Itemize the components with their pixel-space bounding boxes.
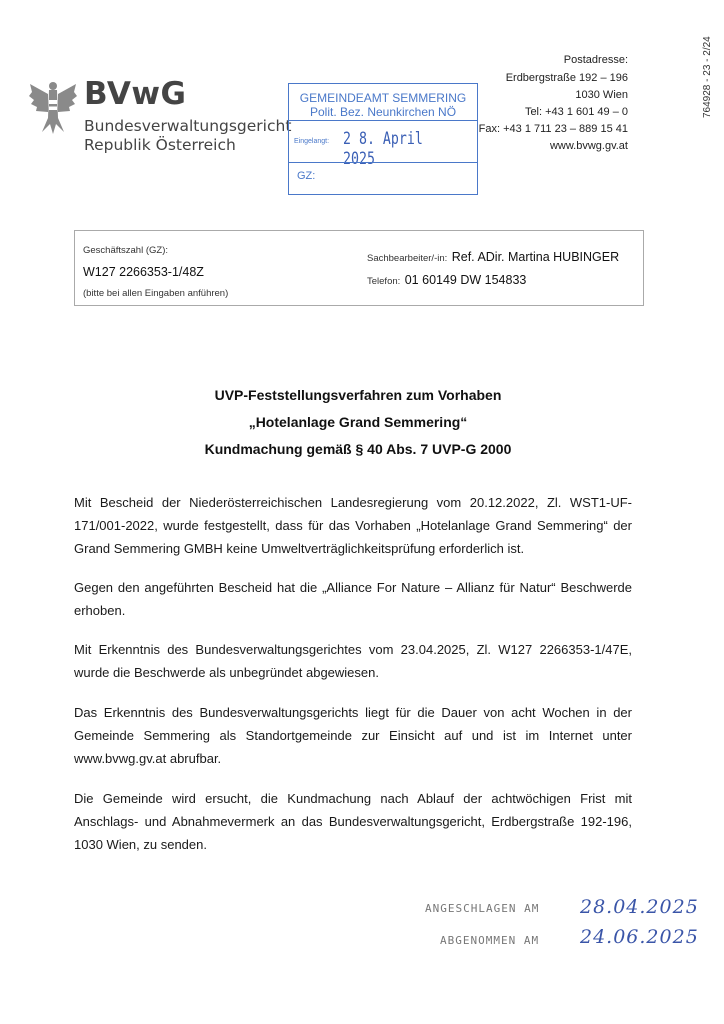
paragraph-ruling: Mit Erkenntnis des Bundesverwaltungsgerichtes vom 23.04.2025, Zl. W127 2266353-1/47E, wurde die Beschwerde als unbegründet abgewiesen. [74,642,632,680]
received-stamp [288,83,478,195]
phone-number: Tel: +43 1 601 49 – 0 [524,106,628,118]
clerk-phone-label: Telefon: [367,276,401,287]
postal-city: 1030 Wien [575,89,628,101]
posted-stamp-label: ANGESCHLAGEN AM [425,902,540,915]
court-name: Bundesverwaltungsgericht [84,117,292,135]
document-reference-code [684,18,724,218]
posted-date-handwritten: 28.04.2025 [580,896,699,918]
case-info-box [74,230,644,306]
removed-date-handwritten: 24.06.2025 [580,926,699,948]
clerk-label: Sachbearbeiter/-in: [367,253,448,264]
stamp-gz-label: GZ: [297,170,316,182]
clerk-line [367,248,619,266]
case-number-note: (bitte bei allen Eingaben anführen) [83,288,229,299]
removed-stamp-label: ABGENOMMEN AM [440,934,540,947]
case-number-label: Geschäftszahl (GZ): [83,245,168,256]
phone-line [367,271,526,289]
document-title-line3: Kundmachung gemäß § 40 Abs. 7 UVP-G 2000 [204,441,512,457]
stamp-office: GEMEINDEAMT SEMMERING [299,91,467,105]
website-link[interactable]: www.bvwg.gv.at [549,140,628,152]
paragraph-request: Die Gemeinde wird ersucht, die Kundmachung nach Ablauf der achtwöchigen Frist mit Anschlags- und Abnahmevermerk an das Bundesverwaltungsgericht, Erdbergstraße 192-196, 1030 Wien, zu senden. [74,791,632,852]
bvwg-logo-mark: BVwG [84,76,187,112]
stamp-received-date: 2 8. April 2025 [343,129,423,169]
postal-street: Erdbergstraße 192 – 196 [505,72,628,84]
clerk-value: Ref. ADir. Martina HUBINGER [451,250,620,264]
austrian-eagle-icon [28,76,78,136]
paragraph-appeal: Gegen den angeführten Bescheid hat die „Alliance For Nature – Allianz für Natur“ Beschwerde erhoben. [74,580,632,618]
clerk-phone-value: 01 60149 DW 154833 [404,273,527,287]
postal-address-label: Postadresse: [563,54,628,66]
republic-name: Republik Österreich [84,136,236,154]
case-number-value: W127 2266353-1/48Z [83,265,204,279]
document-reference-text: 764928 - 23 - 2/24 [702,36,713,118]
paragraph-inspection: Das Erkenntnis des Bundesverwaltungsgerichts liegt für die Dauer von acht Wochen in der Gemeinde Semmering als Standortgemeinde zur Einsicht auf und ist im Internet unter www.bvwg.gv.at abrufbar. [74,705,632,766]
paragraph-decision: Mit Bescheid der Niederösterreichischen Landesregierung vom 20.12.2022, Zl. WST1-UF-171/001-2022, wurde festgestellt, dass für das Vorhaben „Hotelanlage Grand Semmering“ der Grand Semmering GMBH keine Umweltverträglichkeitsprüfung erforderlich ist. [74,495,632,556]
stamp-received-label: Eingelangt: [294,138,330,145]
document-title-line1: UVP-Feststellungsverfahren zum Vorhaben [214,387,502,403]
fax-number: Fax: +43 1 711 23 – 889 15 41 [478,123,628,135]
document-title-line2: „Hotelanlage Grand Semmering“ [248,414,468,430]
stamp-district: Polit. Bez. Neunkirchen NÖ [309,105,457,119]
